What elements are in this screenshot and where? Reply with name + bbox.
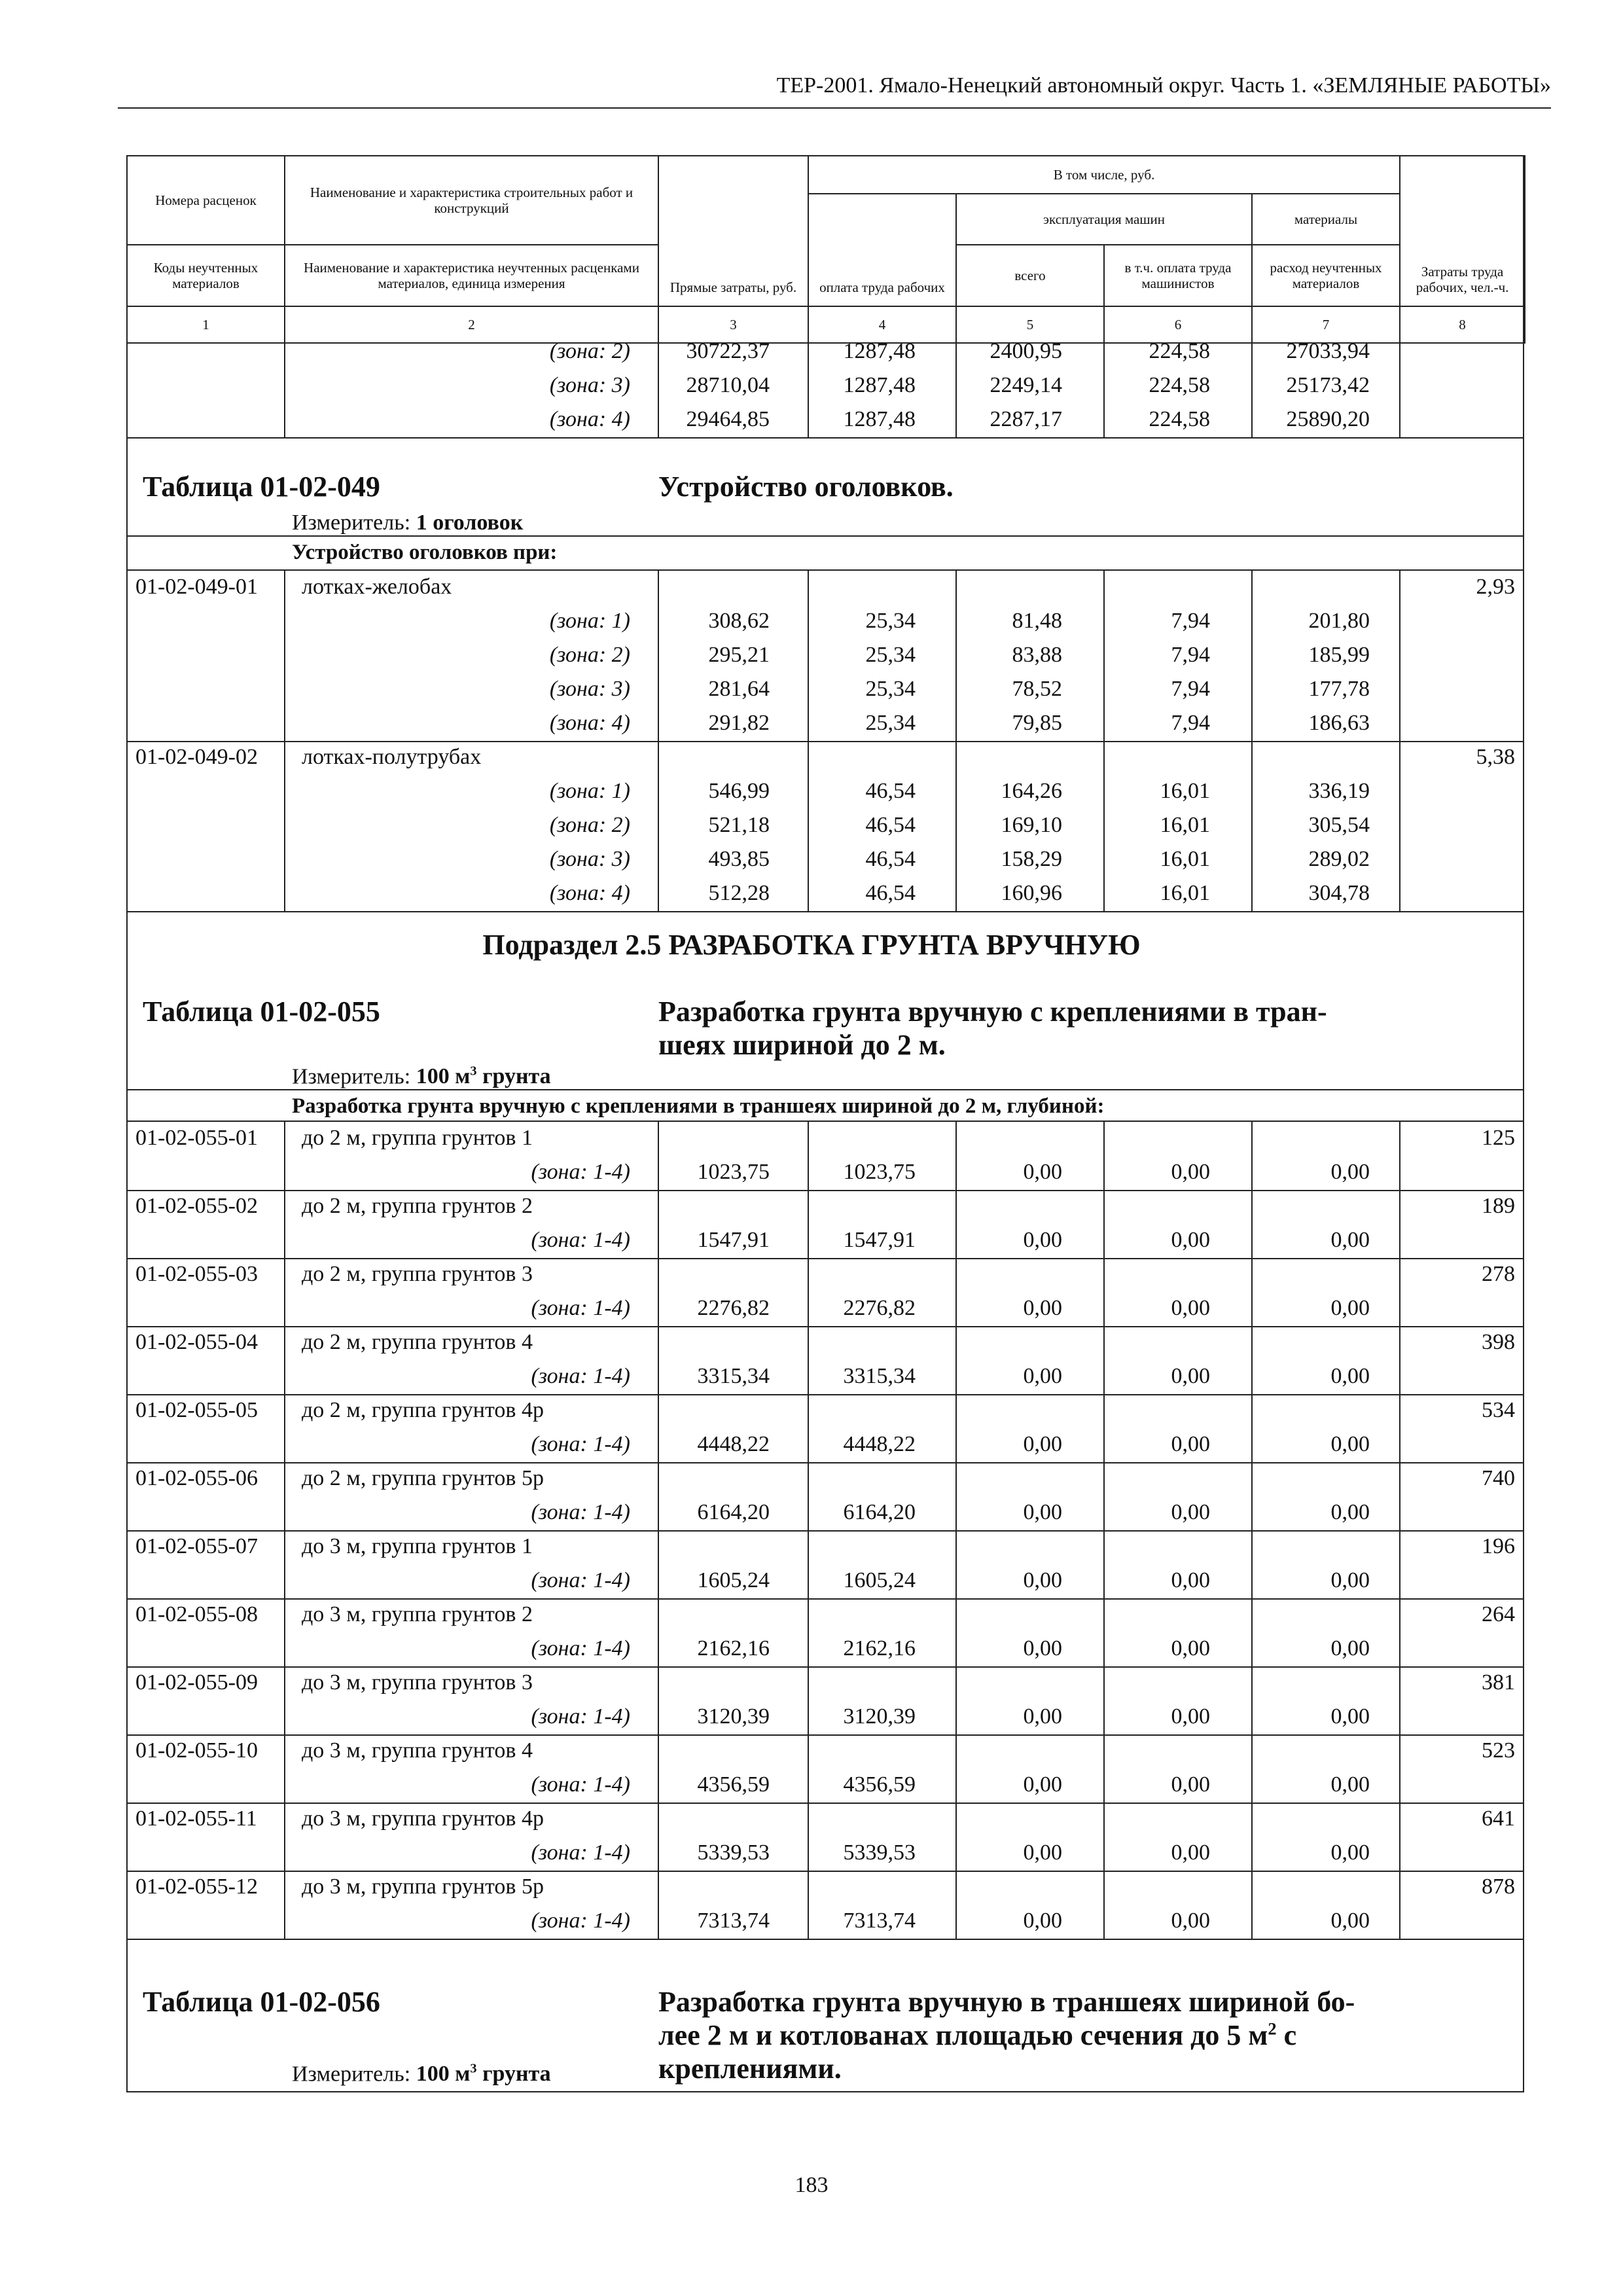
column-rule	[808, 335, 809, 437]
col3-header: Прямые затраты, руб.	[658, 156, 808, 306]
rule	[126, 911, 1524, 912]
col-number: 2	[285, 306, 658, 343]
machines-total: 0,00	[1023, 1160, 1062, 1184]
item-code: 01-02-055-05	[135, 1398, 258, 1422]
direct-cost: 5339,53	[697, 1840, 770, 1865]
section-title: Подраздел 2.5 РАЗРАБОТКА ГРУНТА ВРУЧНУЮ	[482, 929, 1141, 961]
item-row	[126, 1530, 1524, 1564]
table-049-measure: Измеритель: 1 оголовок	[292, 511, 524, 535]
labor-hours: 534	[1482, 1398, 1515, 1422]
col2-top-header: Наименование и характеристика строительных работ и конструкций	[285, 156, 658, 245]
labor-pay: 46,54	[865, 779, 916, 803]
zone-label: (зона: 1-4)	[531, 1840, 630, 1865]
labor-pay: 3315,34	[843, 1364, 916, 1388]
direct-cost: 29464,85	[686, 407, 770, 431]
col-number: 5	[956, 306, 1104, 343]
item-name: до 3 м, группа грунтов 4	[302, 1738, 533, 1763]
machines-total: 0,00	[1023, 1296, 1062, 1320]
labor-pay: 5339,53	[843, 1840, 916, 1865]
item-code: 01-02-049-01	[135, 575, 258, 599]
machinist-pay: 0,00	[1171, 1228, 1210, 1252]
zone-label: (зона: 1-4)	[531, 1568, 630, 1592]
column-rule	[1103, 1122, 1105, 1939]
title-line: шеях шириной до 2 м.	[658, 1029, 946, 1061]
table-056-measure: Измеритель: 100 $м^3$ грунта	[292, 2062, 551, 2087]
zone-label: (зона: 1-4)	[531, 1160, 630, 1184]
materials-cost: 25173,42	[1286, 373, 1370, 397]
rule	[126, 437, 1524, 439]
machinist-pay: 0,00	[1171, 1160, 1210, 1184]
machines-total: 164,26	[1001, 779, 1062, 803]
labor-pay: 25,34	[865, 711, 916, 735]
zone-label: (зона: 1-4)	[531, 1704, 630, 1729]
labor-pay: 1287,48	[843, 373, 916, 397]
item-name: до 2 м, группа грунтов 5р	[302, 1466, 544, 1490]
materials-cost: 27033,94	[1286, 339, 1370, 363]
item-code: 01-02-049-02	[135, 745, 258, 769]
machines-header: эксплуатация машин	[956, 194, 1252, 245]
zone-label: (зона: 1-4)	[531, 1296, 630, 1320]
title-line: лее 2 м и котлованах площадью сечения до 5 $м^2$ с	[658, 2018, 1297, 2051]
zone-row	[126, 1156, 1524, 1190]
machines-total: 169,10	[1001, 813, 1062, 837]
column-rule	[658, 1122, 659, 1939]
col-number: 7	[1252, 306, 1400, 343]
materials-cost: 177,78	[1308, 677, 1370, 701]
item-name: до 3 м, группа грунтов 2	[302, 1602, 533, 1626]
zone-row	[126, 639, 1524, 673]
column-rule	[284, 1122, 285, 1939]
machinist-pay: 7,94	[1171, 643, 1210, 667]
labor-hours: 189	[1482, 1194, 1515, 1218]
materials-cost: 25890,20	[1286, 407, 1370, 431]
table-055-subcaption: Разработка грунта вручную с креплениями в траншеях шириной до 2 м, глубиной:	[292, 1094, 1105, 1118]
item-row	[126, 1326, 1524, 1360]
column-rule	[1251, 1122, 1253, 1939]
col5-header: всего	[956, 245, 1104, 306]
machines-total: 78,52	[1012, 677, 1062, 701]
materials-cost: 0,00	[1330, 1568, 1370, 1592]
item-code: 01-02-055-12	[135, 1874, 258, 1899]
item-name: до 3 м, группа грунтов 1	[302, 1534, 533, 1558]
zone-row	[126, 1700, 1524, 1734]
zone-label: (зона: 1-4)	[531, 1909, 630, 1933]
machines-total: 79,85	[1012, 711, 1062, 735]
machines-total: 0,00	[1023, 1772, 1062, 1797]
item-row	[126, 1394, 1524, 1428]
zone-row	[126, 369, 1524, 403]
column-rule	[955, 1122, 957, 1939]
direct-cost: 30722,37	[686, 339, 770, 363]
zone-row	[126, 1360, 1524, 1394]
zone-label: (зона: 1)	[549, 609, 630, 633]
zone-row	[126, 1768, 1524, 1803]
column-rule	[1103, 335, 1105, 437]
item-code: 01-02-055-01	[135, 1126, 258, 1150]
zone-label: (зона: 4)	[549, 407, 630, 431]
item-code: 01-02-055-04	[135, 1330, 258, 1354]
table-056-title	[658, 1985, 1435, 2085]
col7-header: расход неучтенных материалов	[1252, 245, 1400, 306]
direct-cost: 295,21	[708, 643, 770, 667]
machinist-pay: 16,01	[1160, 813, 1210, 837]
labor-hours: 740	[1482, 1466, 1515, 1490]
machines-total: 0,00	[1023, 1840, 1062, 1865]
machinist-pay: 7,94	[1171, 711, 1210, 735]
machinist-pay: 0,00	[1171, 1909, 1210, 1933]
item-row	[126, 1122, 1524, 1156]
column-rule	[1399, 1122, 1400, 1939]
item-row	[126, 1871, 1524, 1905]
machinist-pay: 16,01	[1160, 779, 1210, 803]
materials-cost: 305,54	[1308, 813, 1370, 837]
col-number: 6	[1104, 306, 1252, 343]
labor-pay: 4448,22	[843, 1432, 916, 1456]
item-name: лотках-желобах	[302, 575, 452, 599]
column-rule	[658, 571, 659, 911]
table-055-label: Таблица 01-02-055	[143, 996, 380, 1028]
column-rule	[955, 335, 957, 437]
machines-total: 2287,17	[990, 407, 1062, 431]
zone-row	[126, 809, 1524, 843]
labor-hours: 264	[1482, 1602, 1515, 1626]
column-rule	[284, 571, 285, 911]
item-row	[126, 1803, 1524, 1837]
column-rule	[1399, 571, 1400, 911]
col8-header: Затраты труда рабочих, чел.-ч.	[1400, 156, 1525, 306]
item-row	[126, 1258, 1524, 1292]
item-name: до 3 м, группа грунтов 3	[302, 1670, 533, 1695]
zone-label: (зона: 1-4)	[531, 1228, 630, 1252]
machines-total: 0,00	[1023, 1568, 1062, 1592]
col2-bottom-header: Наименование и характеристика неучтенных расценками материалов, единица измерения	[285, 245, 658, 306]
zone-label: (зона: 2)	[549, 643, 630, 667]
item-code: 01-02-055-06	[135, 1466, 258, 1490]
zone-label: (зона: 1-4)	[531, 1432, 630, 1456]
title-line: Разработка грунта вручную с креплениями в тран-	[658, 996, 1327, 1028]
materials-cost: 0,00	[1330, 1296, 1370, 1320]
labor-hours: 278	[1482, 1262, 1515, 1286]
materials-cost: 0,00	[1330, 1500, 1370, 1524]
col-number: 8	[1400, 306, 1525, 343]
labor-pay: 1605,24	[843, 1568, 916, 1592]
item-row	[126, 1462, 1524, 1496]
page-number: 183	[794, 2173, 829, 2197]
materials-cost: 0,00	[1330, 1840, 1370, 1865]
col-number: 4	[808, 306, 956, 343]
direct-cost: 281,64	[708, 677, 770, 701]
item-code: 01-02-055-10	[135, 1738, 258, 1763]
zone-row	[126, 1905, 1524, 1939]
zone-row	[126, 1837, 1524, 1871]
materials-cost: 304,78	[1308, 881, 1370, 905]
zone-label: (зона: 1)	[549, 779, 630, 803]
machinist-pay: 0,00	[1171, 1704, 1210, 1729]
labor-hours: 381	[1482, 1670, 1515, 1695]
materials-cost: 0,00	[1330, 1636, 1370, 1660]
column-rule	[658, 335, 659, 437]
machinist-pay: 0,00	[1171, 1296, 1210, 1320]
direct-cost: 493,85	[708, 847, 770, 871]
direct-cost: 512,28	[708, 881, 770, 905]
materials-cost: 186,63	[1308, 711, 1370, 735]
materials-cost: 201,80	[1308, 609, 1370, 633]
materials-cost: 336,19	[1308, 779, 1370, 803]
labor-pay: 25,34	[865, 677, 916, 701]
col1-top-header: Номера расценок	[127, 156, 285, 245]
item-row	[126, 1598, 1524, 1632]
table-049-subcaption: Устройство оголовков при:	[292, 541, 558, 564]
column-rule	[284, 335, 285, 437]
direct-cost: 3120,39	[697, 1704, 770, 1729]
machinist-pay: 0,00	[1171, 1772, 1210, 1797]
zone-label: (зона: 1-4)	[531, 1772, 630, 1797]
item-name: до 3 м, группа грунтов 5р	[302, 1874, 544, 1899]
machinist-pay: 224,58	[1149, 407, 1210, 431]
labor-pay: 1023,75	[843, 1160, 916, 1184]
table-055-title	[658, 995, 1435, 1062]
zone-row	[126, 877, 1524, 911]
machinist-pay: 16,01	[1160, 847, 1210, 871]
direct-cost: 1547,91	[697, 1228, 770, 1252]
col-number: 3	[658, 306, 808, 343]
machinist-pay: 7,94	[1171, 677, 1210, 701]
direct-cost: 3315,34	[697, 1364, 770, 1388]
labor-pay: 6164,20	[843, 1500, 916, 1524]
labor-pay: 4356,59	[843, 1772, 916, 1797]
direct-cost: 1605,24	[697, 1568, 770, 1592]
direct-cost: 28710,04	[686, 373, 770, 397]
direct-cost: 521,18	[708, 813, 770, 837]
zone-label: (зона: 3)	[549, 847, 630, 871]
rule	[126, 1939, 1524, 1940]
materials-cost: 0,00	[1330, 1909, 1370, 1933]
labor-pay: 46,54	[865, 881, 916, 905]
zone-label: (зона: 2)	[549, 813, 630, 837]
machines-total: 0,00	[1023, 1228, 1062, 1252]
labor-pay: 25,34	[865, 609, 916, 633]
item-code: 01-02-055-09	[135, 1670, 258, 1695]
machines-total: 2249,14	[990, 373, 1062, 397]
direct-cost: 1023,75	[697, 1160, 770, 1184]
col1-bottom-header: Коды неучтенных материалов	[127, 245, 285, 306]
machines-total: 0,00	[1023, 1909, 1062, 1933]
machinist-pay: 7,94	[1171, 609, 1210, 633]
zone-row	[126, 1292, 1524, 1326]
direct-cost: 4448,22	[697, 1432, 770, 1456]
materials-header: материалы	[1252, 194, 1400, 245]
labor-pay: 1287,48	[843, 339, 916, 363]
title-line: креплениями.	[658, 2053, 842, 2085]
direct-cost: 2276,82	[697, 1296, 770, 1320]
item-name: до 2 м, группа грунтов 2	[302, 1194, 533, 1218]
direct-cost: 546,99	[708, 779, 770, 803]
machinist-pay: 0,00	[1171, 1636, 1210, 1660]
zone-row	[126, 335, 1524, 369]
machinist-pay: 0,00	[1171, 1568, 1210, 1592]
item-name: лотках-полутрубах	[302, 745, 482, 769]
direct-cost: 7313,74	[697, 1909, 770, 1933]
machines-total: 0,00	[1023, 1636, 1062, 1660]
labor-pay: 1287,48	[843, 407, 916, 431]
zone-row	[126, 1564, 1524, 1598]
zone-row	[126, 1632, 1524, 1666]
direct-cost: 4356,59	[697, 1772, 770, 1797]
zone-row	[126, 605, 1524, 639]
labor-pay: 7313,74	[843, 1909, 916, 1933]
machines-total: 160,96	[1001, 881, 1062, 905]
zone-row	[126, 843, 1524, 877]
column-rule	[1103, 571, 1105, 911]
machinist-pay: 16,01	[1160, 881, 1210, 905]
labor-pay: 2276,82	[843, 1296, 916, 1320]
column-rule	[1251, 571, 1253, 911]
item-row	[126, 571, 1524, 605]
direct-cost: 2162,16	[697, 1636, 770, 1660]
zone-row	[126, 775, 1524, 809]
machinist-pay: 0,00	[1171, 1432, 1210, 1456]
direct-cost: 291,82	[708, 711, 770, 735]
col6-header: в т.ч. оплата труда машинистов	[1104, 245, 1252, 306]
zone-row	[126, 1224, 1524, 1258]
zone-label: (зона: 1-4)	[531, 1364, 630, 1388]
labor-hours: 2,93	[1476, 575, 1515, 599]
labor-pay: 2162,16	[843, 1636, 916, 1660]
labor-pay: 3120,39	[843, 1704, 916, 1729]
materials-cost: 0,00	[1330, 1772, 1370, 1797]
zone-label: (зона: 4)	[549, 881, 630, 905]
materials-cost: 0,00	[1330, 1228, 1370, 1252]
machines-total: 0,00	[1023, 1432, 1062, 1456]
labor-pay: 1547,91	[843, 1228, 916, 1252]
item-row	[126, 1190, 1524, 1224]
machines-total: 81,48	[1012, 609, 1062, 633]
column-rule	[955, 571, 957, 911]
zone-label: (зона: 2)	[549, 339, 630, 363]
machines-total: 0,00	[1023, 1364, 1062, 1388]
machines-total: 2400,95	[990, 339, 1062, 363]
labor-pay: 25,34	[865, 643, 916, 667]
direct-cost: 308,62	[708, 609, 770, 633]
running-head: ТЕР-2001. Ямало-Ненецкий автономный округ. Часть 1. «ЗЕМЛЯНЫЕ РАБОТЫ»	[118, 73, 1551, 109]
labor-hours: 5,38	[1476, 745, 1515, 769]
zone-label: (зона: 1-4)	[531, 1500, 630, 1524]
zone-row	[126, 1496, 1524, 1530]
incl-header: В том числе, руб.	[808, 156, 1400, 194]
item-row	[126, 1734, 1524, 1768]
item-name: до 2 м, группа грунтов 1	[302, 1126, 533, 1150]
zone-row	[126, 707, 1524, 741]
item-name: до 2 м, группа грунтов 4	[302, 1330, 533, 1354]
labor-hours: 196	[1482, 1534, 1515, 1558]
zone-row	[126, 1428, 1524, 1462]
column-rule	[808, 571, 809, 911]
column-rule	[1399, 335, 1400, 437]
item-name: до 2 м, группа грунтов 3	[302, 1262, 533, 1286]
machines-total: 0,00	[1023, 1704, 1062, 1729]
direct-cost: 6164,20	[697, 1500, 770, 1524]
machines-total: 158,29	[1001, 847, 1062, 871]
item-name: до 3 м, группа грунтов 4р	[302, 1806, 544, 1831]
zone-label: (зона: 4)	[549, 711, 630, 735]
labor-hours: 125	[1482, 1126, 1515, 1150]
labor-hours: 523	[1482, 1738, 1515, 1763]
machinist-pay: 224,58	[1149, 339, 1210, 363]
table-055-measure: Измеритель: 100 $м^3$ грунта	[292, 1064, 551, 1089]
item-code: 01-02-055-02	[135, 1194, 258, 1218]
labor-hours: 398	[1482, 1330, 1515, 1354]
machines-total: 0,00	[1023, 1500, 1062, 1524]
machinist-pay: 224,58	[1149, 373, 1210, 397]
table-049-title: Устройство оголовков.	[658, 471, 954, 503]
item-code: 01-02-055-03	[135, 1262, 258, 1286]
materials-cost: 185,99	[1308, 643, 1370, 667]
zone-row	[126, 673, 1524, 707]
title-line: Разработка грунта вручную в траншеях шириной бо-	[658, 1986, 1355, 2018]
machines-total: 83,88	[1012, 643, 1062, 667]
labor-pay: 46,54	[865, 813, 916, 837]
zone-label: (зона: 3)	[549, 373, 630, 397]
labor-hours: 878	[1482, 1874, 1515, 1899]
column-rule	[1251, 335, 1253, 437]
col-number: 1	[127, 306, 285, 343]
labor-pay: 46,54	[865, 847, 916, 871]
materials-cost: 289,02	[1308, 847, 1370, 871]
machinist-pay: 0,00	[1171, 1500, 1210, 1524]
item-row	[126, 1666, 1524, 1700]
materials-cost: 0,00	[1330, 1160, 1370, 1184]
machinist-pay: 0,00	[1171, 1840, 1210, 1865]
materials-cost: 0,00	[1330, 1704, 1370, 1729]
table-049-label: Таблица 01-02-049	[143, 471, 380, 503]
machinist-pay: 0,00	[1171, 1364, 1210, 1388]
item-name: до 2 м, группа грунтов 4р	[302, 1398, 544, 1422]
rule	[126, 535, 1524, 537]
column-rule	[808, 1122, 809, 1939]
item-row	[126, 741, 1524, 775]
materials-cost: 0,00	[1330, 1432, 1370, 1456]
item-code: 01-02-055-07	[135, 1534, 258, 1558]
zone-row	[126, 403, 1524, 437]
col4-header: оплата труда рабочих	[808, 194, 956, 306]
table-056-label: Таблица 01-02-056	[143, 1986, 380, 2018]
zone-label: (зона: 1-4)	[531, 1636, 630, 1660]
materials-cost: 0,00	[1330, 1364, 1370, 1388]
item-code: 01-02-055-08	[135, 1602, 258, 1626]
labor-hours: 641	[1482, 1806, 1515, 1831]
zone-label: (зона: 3)	[549, 677, 630, 701]
item-code: 01-02-055-11	[135, 1806, 257, 1831]
